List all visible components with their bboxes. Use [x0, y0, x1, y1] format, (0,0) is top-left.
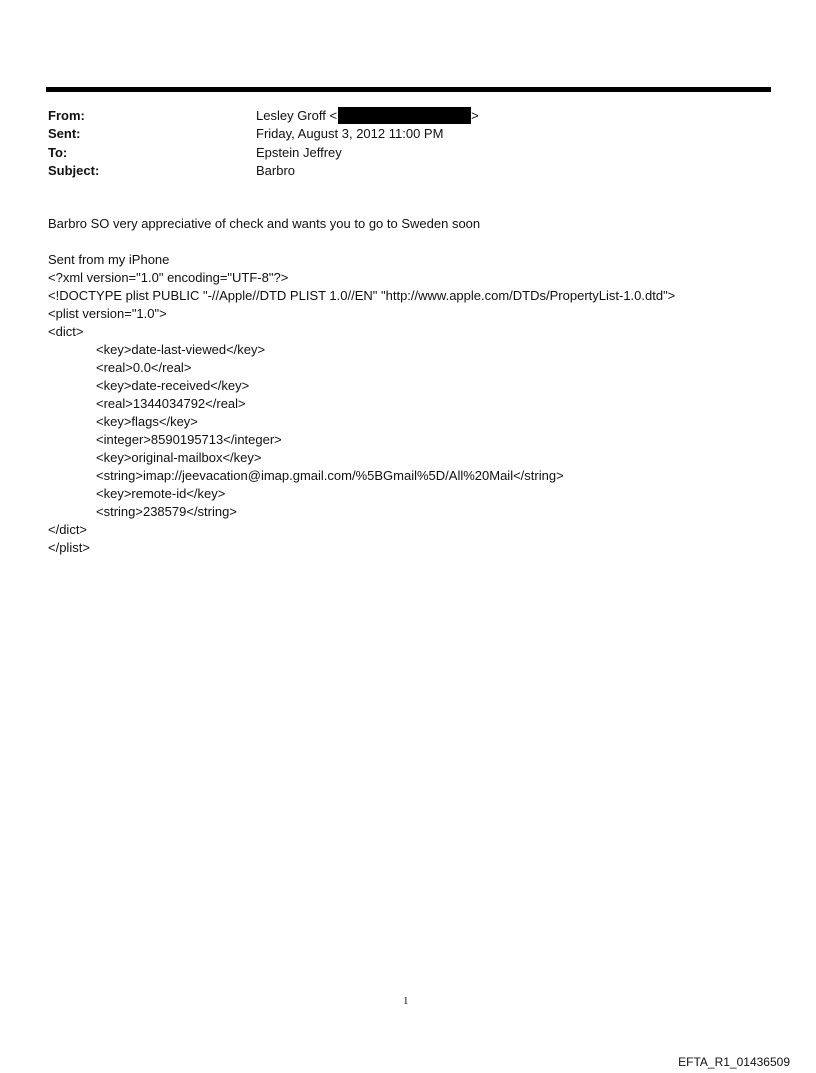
subject-label: Subject: [48, 163, 100, 178]
message-text: Barbro SO very appreciative of check and wants you to go to Sweden soon [48, 216, 481, 231]
plist-line: <dict> [48, 324, 84, 339]
from-label: From: [48, 108, 85, 123]
plist-line: <!DOCTYPE plist PUBLIC "-//Apple//DTD PLIST 1.0//EN" "http://www.apple.com/DTDs/PropertyList-1.0.dtd"> [48, 288, 676, 303]
bates-number: EFTA_R1_01436509 [678, 1055, 790, 1069]
signature-text: Sent from my iPhone [48, 252, 170, 267]
plist-line: </plist> [48, 540, 90, 555]
plist-line: <integer>8590195713</integer> [96, 432, 282, 447]
sent-label: Sent: [48, 126, 81, 141]
plist-line: <?xml version="1.0" encoding="UTF-8"?> [48, 270, 289, 285]
page-number: 1 [403, 995, 409, 1007]
subject-value: Barbro [256, 163, 296, 178]
sent-value: Friday, August 3, 2012 11:00 PM [256, 126, 444, 141]
to-label: To: [48, 145, 68, 160]
plist-line: <string>238579</string> [96, 504, 237, 519]
plist-line: <key>remote-id</key> [96, 486, 226, 501]
plist-line: <key>date-received</key> [96, 378, 250, 393]
plist-line: <real>0.0</real> [96, 360, 192, 375]
plist-line: <key>original-mailbox</key> [96, 450, 262, 465]
plist-line: <plist version="1.0"> [48, 306, 167, 321]
plist-line: <key>date-last-viewed</key> [96, 342, 266, 357]
to-value: Epstein Jeffrey [256, 145, 342, 160]
plist-line: <key>flags</key> [96, 414, 198, 429]
redaction-block [338, 107, 471, 124]
from-value [256, 107, 479, 125]
from-name: Lesley Groff < [256, 108, 338, 123]
from-tail: > [471, 108, 479, 123]
plist-line: <string>imap://jeevacation@imap.gmail.com/%5BGmail%5D/All%20Mail</string> [96, 468, 564, 483]
plist-line: </dict> [48, 522, 88, 537]
header-rule [46, 87, 771, 92]
plist-line: <real>1344034792</real> [96, 396, 246, 411]
